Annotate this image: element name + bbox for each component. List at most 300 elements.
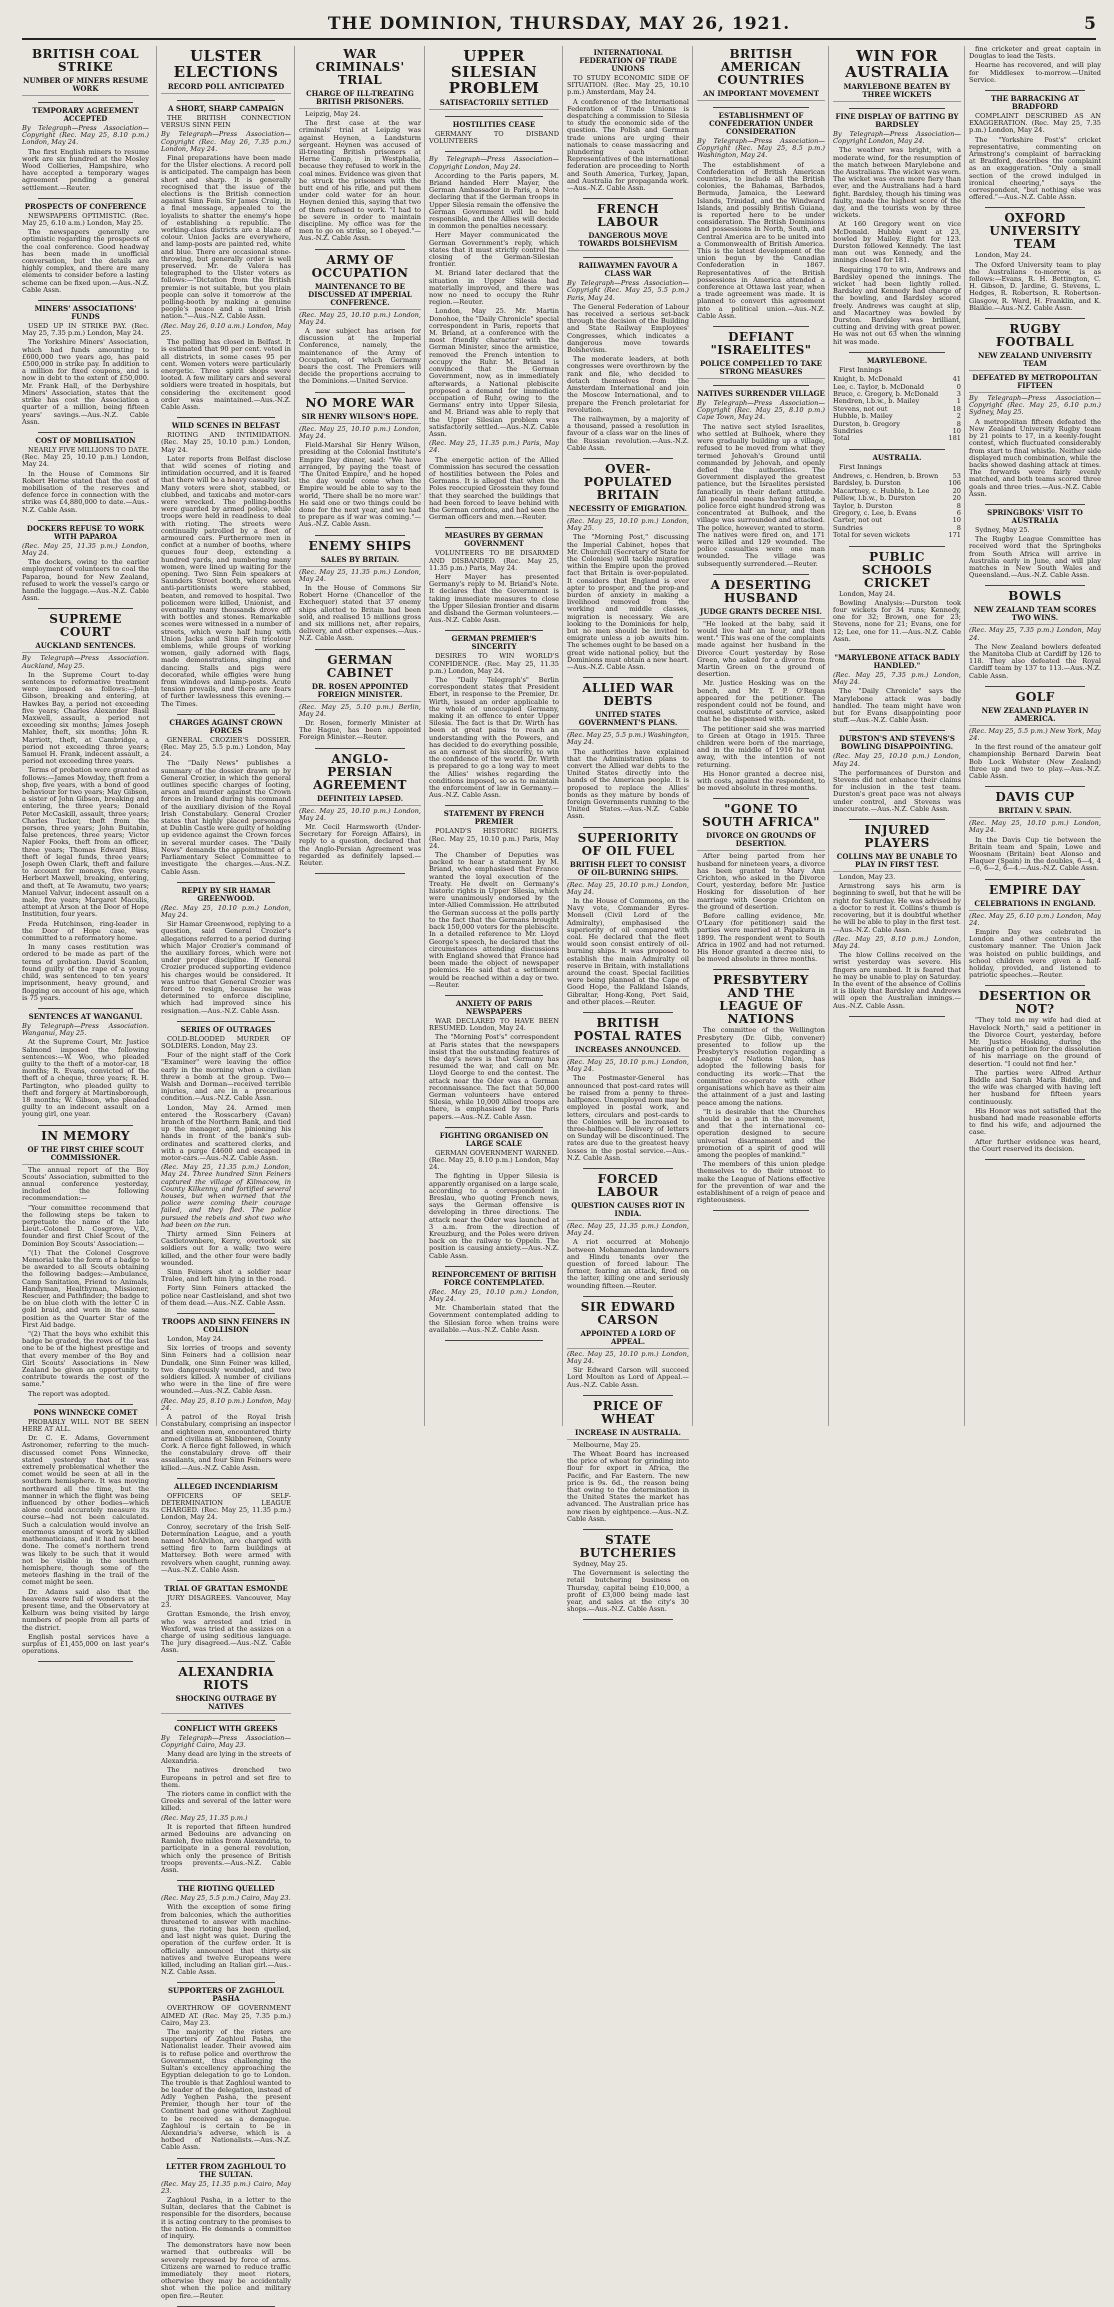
deck: UNITED STATES GOVERNMENT'S PLANS. — [567, 710, 689, 730]
headline: ALLIED WAR DEBTS — [582, 681, 674, 709]
scorecard-runs: 0 — [956, 382, 961, 391]
column-rule — [583, 1619, 673, 1620]
article-paragraph: The rioters came in conflict with the Greeks and several of the latter were killed. — [161, 1790, 291, 1813]
article-paragraph: Armstrong says his arm is beginning to swell, but that he will be right for Saturday. He was advised by a doctor to rest it. Collins's thumb is recovering, but it is doubtful whether he will be able to play in the first test.—Aus.-N.Z. Cable Assn. — [833, 882, 961, 934]
deck: JUDGE GRANTS DECREE NISI. — [697, 607, 825, 619]
article-paragraph: Leipzig, May 24. — [305, 110, 361, 118]
headline: GERMAN CABINET — [326, 652, 394, 680]
scorecard-batsman: Carter, not out — [833, 516, 883, 525]
article-paragraph: The annual report of the Boy Scouts' Association, submitted to the annual conference yesterday, included the following recommendation:— — [22, 1165, 149, 1203]
article-paragraph: Mr. Cecil Harmsworth (Under-Secretary for Foreign Affairs), in reply to a question, declared that the Anglo-Persian Agreement was regarded as definitely lapsed.—Reuter. — [299, 822, 421, 867]
column-6 — [692, 46, 829, 1426]
headline: DEFIANT "ISRAELITES" — [710, 330, 812, 358]
article — [567, 463, 689, 671]
article-paragraph: His Honor was not satisfied that the husband had made reasonable efforts to find his wife, and adjourned the case. — [969, 1106, 1101, 1137]
article-paragraph: (Rec. May 25, 11.35 p.m.) Paris, May 24. — [429, 439, 559, 455]
article-paragraph: The "Morning Post's" correspondent at Paris states that the newspapers insist that the outstanding features of the day's news is that Germany has resumed the war, and call on Mr. Lloyd George to end the contest. The attack near the Oder was a German reconnaissance. The fact that 50,000 German volunteers have entered Silesia, while 10,000 Allied troops are there, is emphasised by the Paris papers.—Aus.-N.Z. Cable Assn. — [429, 1033, 559, 1121]
article-paragraph: "(1) That the Colonel Cosgrove Memorial take the form of a badge to be awarded to all Scouts obtaining the following badges:—Ambulance, Camp Sanitation, Friend to Animals, Handyman, Healthyman, Missioner, Rescuer, and Pathfinder; the badge to be on blue cloth with the letter C in gold braid, and worn in the same position as the Quarter Star of the First Aid badge. — [22, 1248, 149, 1329]
headline: SUPREME COURT — [49, 612, 122, 640]
deck: QUESTION CAUSES RIOT IN INDIA. — [567, 1201, 689, 1221]
column-rule — [583, 677, 673, 678]
article-paragraph: Dr. C. E. Adams, Government Astronomer, referring to the much-discussed comet Pons Winnecke, stated yesterday that it was extremely problematical whether the comet would be seen at all in the southern hemisphere. It was moving northward all the time, but the manner in which the flight was being influenced by other bodies—which alone could accurately measure its course—had not been calculated. Such a calculation would involve an enormous amount of work by skilled mathematicians, and it had not been done. The comet's northern trend was likely to be such that it would not be visible in the southern hemisphere, though some of the meteors flashing in the trail of the comet might be seen. — [22, 1434, 149, 1587]
column-rule — [177, 1021, 275, 1022]
article — [22, 1130, 149, 1398]
article-paragraph: "(2) That the boys who exhibit this badge be graded, the rows of the last one to be of the highest prestige and that every member of the Boy and Girl Scouts' Associations in New Zealand be given an opportunity to contribute towards the cost of the same." — [22, 1330, 149, 1389]
article-paragraph: The majority of the rioters are supporters of Zaghloul Pasha, the Nationalist leader. Their avowed aim is to refuse police and overthrow the Government, thus challenging the Sultan's excellency approaching the Egyptian delegation to go to London. The trouble is that Zaghloul wanted to be leader of the delegation, instead of Adly Yeghen Pasha, the present Premier, though her tour of the Continent had gone without Zaghloul to be received as a demagogue. Zaghloul is certain to be in Alexandria's adverse, which is a hotbed of Nationalists.—Aus.-N.Z. Cable Assn. — [161, 2028, 291, 2152]
column-rule — [713, 1210, 809, 1211]
article-paragraph: By Telegraph—Press Association. Auckland, May 25. — [22, 654, 149, 670]
article-paragraph: VOLUNTEERS TO BE DISARMED AND DISBANDED. (Rec. May 25, 11.35 p.m.) Paris, May 24. — [429, 549, 559, 572]
scorecard-batsman: Taylor, b. Durston — [833, 501, 893, 510]
headline: UPPER SILESIAN PROBLEM — [448, 47, 540, 97]
article — [697, 579, 825, 793]
column-rule — [985, 786, 1085, 787]
article — [299, 254, 421, 386]
article-paragraph: The weather was bright, with a moderate wind, for the resumption of the match between Marylebone and the Australians. The wicket was worn. The wicket was even more fiery than ever, and the Australians had a hard fight. Bardsley, though his timing was faulty, made the highest score of the day, and the tourists won by three wickets. — [833, 146, 961, 220]
column-rule — [38, 198, 133, 199]
deck: CELEBRATIONS IN ENGLAND. — [969, 899, 1101, 911]
article-paragraph: The railwaymen, by a majority of a thousand, passed a resolution in favour of a class war on the lines of the Russian revolution.—Aus.-N.Z. Cable Assn. — [567, 414, 689, 452]
article-paragraph: The General Federation of Labour has received a serious set-back through the decision of the Building and State Railway Employees' Congresses, which indicates a dangerous move towards Bolshevism. — [567, 302, 689, 355]
subhead: PROSPECTS OF CONFERENCE — [24, 201, 147, 211]
article-paragraph: NEWSPAPERS OPTIMISTIC. (Rec. May 25, 6.10 a.m.) London, May 25. — [22, 211, 149, 228]
headline: STATE BUTCHERIES — [579, 1533, 677, 1560]
article-paragraph: By Telegraph—Press Association—Copyright (Rec. May 25, 8.5 p.m.) Washington, May 24. — [697, 137, 825, 160]
headline: BRITISH POSTAL RATES — [573, 1016, 683, 1044]
article-paragraph: Six lorries of troops and seventy Sinn Feiners had a collision near Dundalk, one Sinn Feiner was killed, two dangerously wounded, and two soldiers killed. A number of civilians who were in the line of fire were wounded.—Aus.-N.Z. Cable Assn. — [161, 1344, 291, 1396]
article-paragraph: Dr. Rosen, formerly Minister at The Hague, has been appointed Foreign Minister.—Reuter. — [299, 718, 421, 742]
headline: EMPIRE DAY — [988, 882, 1082, 897]
scorecard-runs: 41 — [952, 375, 961, 384]
article — [22, 613, 149, 1002]
column-rule — [177, 882, 275, 883]
article-paragraph: The first case at the war criminals' trial at Leipzig was against Heynen, a Landsturm sergeant. Heynen was accused of ill-treating British prisoners at Herne Camp, in Westphalia, because they refused to work in the coal mines. Evidence was given that he struck the prisoners with the butt end of his rifle, and put them under cold water for an hour. Heynen denied this, saying that two of them refused to work. "I had to be severe in order to maintain discipline. My office was for the men to go on strike, so I obeyed."—Aus.-N.Z. Cable Assn. — [299, 119, 421, 243]
headline: GOLF — [1015, 689, 1055, 704]
column-rule — [445, 151, 543, 152]
masthead-title: THE DOMINION, THURSDAY, MAY 26, 1921. — [327, 14, 791, 34]
column-rule — [177, 100, 275, 101]
subhead: LETTER FROM ZAGHLOUL TO THE SULTAN. — [165, 2161, 286, 2179]
article — [22, 1409, 149, 1656]
article — [429, 156, 559, 521]
article-paragraph: Conroy, secretary of the Irish Self-Determination League, and a youth named McAlvihon, are charged with setting fire to farm buildings at Mattersey. Both were armed with revolvers when caught, running away.—Aus.-N.Z. Cable Assn. — [161, 1522, 291, 1574]
article-paragraph: London, May 25. Mr. Martin Donohoe, the "Daily Chronicle" special correspondent in Paris, reports that M. Briand, at a conference with the most friendly character with the German Minister, since the armistice, removed the French intention to occupy the Ruhr. M. Briand is convinced that the German Government, now, as in immediately afterwards, a National plebiscite proposed a demand for immediate occupation of Ruhr, owing to the Germans' entry into Upper Silesia, and M. Briand was able to reply that the Upper Silesian problem was satisfactorily settled.—Aus.-N.Z. Cable Assn. — [429, 307, 559, 438]
article-paragraph: (Rec. May 25, 10.10 p.m.) London, May 24. — [969, 819, 1101, 835]
article-paragraph: By Telegraph—Press Association—Copyright (Rec. May 25, 6.10 p.m.) Sydney, May 25. — [969, 394, 1101, 417]
article — [567, 1017, 689, 1162]
article-paragraph: The natives drenched two Europeans in petrol and set fire to them. — [161, 1766, 291, 1789]
article-paragraph: It is reported that fifteen hundred armed Bedouins are advancing on Ramleh, five miles from Alexandria, to participate in a general revolution, which only the presence of British troops prevents.—Aus.-N.Z. Cable Assn. — [161, 1822, 291, 1875]
headline: ALEXANDRIA RIOTS — [178, 1664, 274, 1692]
article-paragraph: Empire Day was celebrated in London and other centres in the customary manner. The Union Jack was hoisted on public buildings, and school children were given a half-holiday, provided, and listened to patriotic speeches.—Reuter. — [969, 928, 1101, 980]
article-paragraph: GERMAN GOVERNMENT WARNED. (Rec. May 25, 8.10 p.m.) London, May 24. — [429, 1148, 559, 1172]
article-paragraph: USED UP IN STRIKE PAY. (Rec. May 25, 7.35 p.m.) London, May 24. — [22, 322, 149, 338]
article-paragraph: The demonstrators have now been warned that outbreaks will be severely repressed by force of arms. Citizens are warned to reduce traffic immediately they meet rioters, otherwise they may be accidentally shot when the police and military open fire.—Reuter. — [161, 2241, 291, 2300]
article-paragraph: (Rec. May 25, 10.10 p.m.) London, May 24. — [567, 1349, 689, 1365]
article-paragraph: His Honor granted a decree nisi, with costs, against the respondent, to be moved absolute in three months. — [697, 769, 825, 793]
article — [969, 791, 1101, 872]
article-paragraph: Grattan Esmonde, the Irish envoy, who was arrested and tried in Wexford, was tried at the assizes on a charge of using seditious language. The jury disagreed.—Aus.-N.Z. Cable Assn. — [161, 1610, 291, 1655]
column-3 — [294, 46, 425, 1426]
column-rule — [583, 1296, 673, 1297]
subhead: INTERNATIONAL FEDERATION OF TRADE UNIONS — [579, 48, 677, 73]
article — [697, 48, 825, 101]
subhead: RAILWAYMEN FAVOUR A CLASS WAR — [578, 261, 678, 279]
scorecard-batsman: Macartney, c. Hubble, b. Lee — [833, 486, 930, 495]
article-paragraph: Before calling evidence, Mr. O'Leary (for petitioner) said the parties were married at Papakura in 1899. The respondent went to South Africa in 1902 and had not returned. His Honor granted a decree nisi, to be moved absolute in three months. — [697, 912, 825, 964]
article-paragraph: The "Yorkshire Post's" cricket representative, commenting on Armstrong's complaint of barracking at Bradford, describes the complaint as an exaggeration. "Only a small section of the crowd indulged in ironical cheering," says the correspondent, "but nothing else was offered."—Aus.-N.Z. Cable Assn. — [969, 135, 1101, 202]
deck: MARYLEBONE BEATEN BY THREE WICKETS — [833, 82, 961, 102]
column-rule — [315, 535, 405, 536]
article-paragraph: Melbourne, May 25. — [573, 1440, 641, 1449]
article-paragraph: A new subject has arisen for discussion at the Imperial Conference, namely, the maintenance of the Army of Occupation, of which Germany bears the cost. The Premiers will decide the proportions accruing to the Dominions.—United Service. — [299, 327, 421, 386]
scorecard-runs: 10 — [952, 426, 961, 435]
headline: ENEMY SHIPS — [308, 538, 412, 553]
article-paragraph: In the first round of the amateur golf championship Bernard Darwin beat Bob Lock Webster (New Zealand) three up and two to play.—Aus.-N.Z. Cable Assn. — [969, 743, 1101, 780]
article-paragraph: Sinn Feiners shot a soldier near Tralee, and left him lying in the road. — [161, 1268, 291, 1284]
article-paragraph: The members of this union pledge themselves to do their utmost to make the League of Nations effective for the prevention of war and the establishment of a reign of peace and righteousness. — [697, 1160, 825, 1205]
article — [161, 105, 291, 411]
article-paragraph: (Rec. May 25, 8.10 p.m.) London, May 24. — [833, 934, 961, 950]
article — [969, 323, 1101, 498]
scorecard-runs: 10 — [952, 516, 961, 525]
subhead: STATEMENT BY FRENCH PREMIER — [443, 809, 545, 827]
article-paragraph: Final preparations have been made for the Ulster elections. A record poll is anticipated. The campaign has been short and sharp. It is generally recognised that the issue of the elections is the British connection against Sinn Fein. Sir James Craig, in a final message, appealed to the loyalists to shatter the enemy's hope of establishing a republic. The working-class districts are a blaze of colour. Union Jacks are everywhere, and lamp-posts are painted red, white and blue. There are occasional stone-throwing, but generally order is well preserved. Mr. de Valera has telegraphed to the Ulster voters as follows:—"Dictation from the British premier is not suitable, but you plain people can solve it tomorrow at the polling-booth by making a genuine people's peace and a united Irish nation."—Aus.-N.Z. Cable Assn. — [161, 154, 291, 321]
article-paragraph: Forty Sinn Feiners attacked the police near Castleisland, and shot two of them dead.—Aus.-N.Z. Cable Assn. — [161, 1284, 291, 1307]
article-paragraph: Dr. Adams said also that the heavens were full of wonders at the present time, and the Observatory at Kelburn was being visited by large numbers of people from all parts of the district. — [22, 1587, 149, 1632]
deck: AN IMPORTANT MOVEMENT — [697, 89, 825, 101]
article-paragraph: In the House of Commons, on the Navy vote, Commander Eyres-Monsell (Civil Lord of the Admiralty), emphasised the superiority of oil compared with coal. He declared that the fleet would soon consist entirely of oil-burning ships. It was proposed to establish the main Admiralty oil reserve in Britain, with installations around the coast. Special facilities were being planned at the Cape of Good Hope, the Falkland Islands, Gibraltar, Hong-Kong, Port Said, and other places.—Reuter. — [567, 897, 689, 1006]
column-rule — [985, 318, 1085, 319]
article — [567, 1301, 689, 1389]
subhead: TRIAL OF GRATTAN ESMONDE — [164, 1583, 288, 1593]
article — [567, 203, 689, 251]
subhead: ALLEGED INCENDIARISM — [173, 1481, 279, 1491]
article-paragraph: By Telegraph—Press Association—Copyright (Rec. May 25, 8.10 p.m.) Cape Town, May 24. — [697, 399, 825, 422]
column-rule — [985, 879, 1085, 880]
deck: NECESSITY OF EMIGRATION. — [567, 504, 689, 516]
article-paragraph: (Rec. May 25, 5.5 p.m.) Cairo, May 23. — [161, 1894, 291, 1903]
subhead: GERMAN PREMIER'S SINCERITY — [451, 634, 537, 652]
column-rule — [445, 1266, 543, 1267]
article-paragraph: OFFICERS OF SELF-DETERMINATION LEAGUE CHARGED. (Rec. May 25, 11.35 p.m.) London, May 24. — [161, 1491, 291, 1522]
subhead: FIGHTING ORGANISED ON LARGE SCALE — [439, 1130, 549, 1148]
subhead: REINFORCEMENT OF BRITISH FORCE CONTEMPLATED. — [431, 1269, 557, 1287]
article-paragraph: (Rec. May 25, 11.35 p.m.) Cairo, May 23. — [161, 2179, 291, 2195]
deck: NUMBER OF MINERS RESUME WORK — [22, 76, 149, 96]
article — [697, 803, 825, 963]
headline: SIR EDWARD CARSON — [580, 1299, 676, 1327]
article — [567, 49, 689, 192]
column-rule — [38, 102, 133, 103]
deck: MAINTENANCE TO BE DISCUSSED AT IMPERIAL CONFERENCE. — [299, 282, 421, 310]
article-paragraph: OVERTHROW OF GOVERNMENT AIMED AT. (Rec. May 25, 7.35 p.m.) Cairo, May 23. — [161, 2004, 291, 2027]
article-paragraph: After being parted from her husband for nineteen years, a divorce has been granted to Mary Ann Crichton, who asked in the Divorce Court, yesterday, before Mr. Justice Hosking for dissolution of her marriage with George Crichton on the ground of desertion. — [697, 852, 825, 911]
article-paragraph: Herr Mayer has presented Germany's reply to M. Briand's Note. It declares that the Government is taking immediate measures to close the Upper Silesian frontier and disarm and disband the German volunteers.—Aus.-N.Z. Cable Assn. — [429, 572, 559, 625]
article-paragraph: Many dead are lying in the streets of Alexandria. — [161, 1749, 291, 1766]
column-rule — [38, 432, 133, 433]
column-8 — [964, 46, 1101, 1426]
article — [22, 525, 149, 603]
article-paragraph: London, May 24. — [839, 589, 896, 598]
column-rule — [849, 546, 945, 547]
headline: PUBLIC SCHOOLS CRICKET — [861, 549, 933, 590]
subhead: THE BARRACKING AT BRADFORD — [990, 94, 1079, 112]
subhead: MARYLEBONE. — [866, 355, 928, 365]
subhead: HOSTILITIES CEASE — [452, 120, 536, 129]
article-paragraph: The Wheat Board has increased the price of wheat for grinding into flour for export in Africa, the Pacific, and Far Eastern. The new price is 9s. 6d., the reason being that owing to the determination in the United States the market has advanced. The Australian price has now risen by eightpence.—Aus.-N.Z. Cable Assn. — [567, 1449, 689, 1523]
subhead: FINE DISPLAY OF BATTING BY BARDSLEY — [835, 112, 959, 129]
article — [969, 46, 1101, 84]
article-paragraph: English postal services have a surplus of £1,455,000 on last year's operations. — [22, 1632, 149, 1656]
article-paragraph: (Rec. May 25, 5.5 p.m.) Washington, May 24. — [567, 731, 689, 747]
article-paragraph: Later reports from Belfast disclose that wild scenes of rioting and intimidation occurred, and it is feared that there will be a heavy casualty list. Many voters were shot, stabbed, or clubbed, and taxicabs and motor-cars were wrecked. The polling-booths were guarded by armed police, while troops were held in readiness to deal with rioting. The streets were continually patrolled by a fleet of armoured cars. Furthermore men in confict at a number of booths, where queues four deep, extending a hundred yards, and numbering many women, were lined up waiting for the opening. Two Sinn Fein speakers at Saunders Street booth, where seven anti-partitionists were stabbed, beaten, and removed to hospital. Two policemen were killed, Unionist, and eventually many thousands drove off with bottles and stones. Remarkable scenes were witnessed in a number of streets, which were half hung with Union Jacks and Sinn Fein tricolour emblems, while groups of working women, gaily adorned with flags, made demonstrations, singing and dancing. Stalls and pigs were decorated, while effigies were hung from windows and lamp-posts. Acute tension prevails, and there are fears of further lawlessness this evening.—The Times. — [161, 454, 291, 708]
scorecard-batsman: Stevens, not out — [833, 404, 888, 413]
headline: FRENCH LABOUR — [597, 202, 659, 230]
column-rule — [445, 116, 543, 117]
article — [429, 1271, 559, 1334]
article — [22, 48, 149, 96]
article-paragraph: COMPLAINT DESCRIBED AS AN EXAGGERATION. (Rec. May 25, 7.35 p.m.) London, May 24. — [969, 112, 1101, 135]
article — [697, 974, 825, 1204]
article-paragraph: (Rec. May 25, 7.35 p.m.) London, May 24. — [833, 671, 961, 687]
column-rule — [315, 748, 405, 749]
article-paragraph: (Rec. May 25, 10.10 p.m.) London, May 25. — [567, 516, 689, 533]
deck: DR. ROSEN APPOINTED FOREIGN MINISTER. — [299, 682, 421, 702]
column-rule — [315, 873, 405, 874]
headline: DESERTION OR NOT? — [978, 989, 1092, 1017]
article — [22, 305, 149, 426]
article — [161, 48, 291, 94]
article-paragraph: fine cricketer and great captain in Douglas to lead the Tests. — [969, 45, 1101, 61]
subhead: A SHORT, SHARP CAMPAIGN — [168, 104, 284, 113]
article — [22, 437, 149, 514]
article — [429, 121, 559, 145]
deck: CHARGE OF ILL-TREATING BRITISH PRISONERS. — [299, 89, 421, 109]
deck: DIVORCE ON GROUNDS OF DESERTION. — [697, 831, 825, 851]
column-rule — [849, 352, 945, 353]
article — [833, 735, 961, 813]
article-paragraph: Sir Hamar Greenwood, replying to a question, said General Crozier's allegations referred to a period during which Major Crozier's command of the auxiliary forces, which were not under proper discipline. If General Crozier produced supporting evidence his charges would be considered. It was untrue that General Crozier was forced to resign, because he was determined to enforce discipline, which had improved since his resignation.—Aus.-N.Z. Cable Assn. — [161, 920, 291, 1015]
subhead: ANXIETY OF PARIS NEWSPAPERS — [455, 998, 533, 1016]
column-rule — [713, 798, 809, 799]
subhead: THE RIOTING QUELLED — [177, 1884, 275, 1894]
column-rule — [177, 1478, 275, 1479]
article — [833, 824, 961, 1010]
article-paragraph: A riot occurred at Mohenjo between Mohammedan landowners and Hindu tenants over the question of forced labour. The former, fearing an attack, fired on the latter, killing one and seriously wounding fifteen.—Reuter. — [567, 1238, 689, 1290]
column-rule — [713, 969, 809, 970]
article-paragraph: The report was adopted. — [28, 1389, 111, 1398]
article-paragraph: WAR DECLARED TO HAVE BEEN RESUMED. London, May 24. — [429, 1016, 559, 1033]
article — [161, 1885, 291, 1976]
deck: BRITAIN V. SPAIN. — [969, 806, 1101, 818]
scorecard-batsman: Total for seven wickets — [833, 531, 910, 540]
column-rule — [583, 1395, 673, 1396]
scorecard-runs: 1 — [956, 397, 961, 406]
deck: SHOCKING OUTRAGE BY NATIVES — [161, 1694, 291, 1714]
column-rule — [985, 985, 1085, 986]
article-paragraph: The "Daily Chronicle" says the Marylebone attack was badly handled. The team might have won but for Evans disappointing poor stuff.—Aus.-N.Z. Cable Assn. — [833, 687, 961, 725]
article-paragraph: By Telegraph—Press Association. Wanganui, May 25. — [22, 1021, 149, 1038]
deck: POLICE COMPELLED TO TAKE STRONG MEASURES — [697, 359, 825, 379]
column-rule — [985, 504, 1085, 505]
column-rule — [445, 630, 543, 631]
deck: NEW ZEALAND UNIVERSITY TEAM — [969, 351, 1101, 371]
scorecard-batsman: Lee, c. Taylor, b. McDonald — [833, 382, 925, 391]
column-rule — [38, 300, 133, 301]
column-rule — [177, 1880, 275, 1881]
deck: SALES BY BRITAIN. — [299, 555, 421, 567]
article-paragraph: In the House of Commons Sir Robert Horne stated that the cost of mobilisation of the reserves and defence force in connection with the strike was £4,880,000 to date.—Aus.-N.Z. Cable Assn. — [22, 469, 149, 514]
scorecard-runs: 181 — [948, 434, 961, 443]
article — [161, 1483, 291, 1574]
column-rule — [985, 585, 1085, 586]
column-rule — [315, 649, 405, 650]
subhead: SERIES OF OUTRAGES — [180, 1024, 272, 1034]
article-paragraph: A patrol of the Royal Irish Constabulary, comprising an inspector and eighteen men, encountered thirty armed civilians at Skibbereen, County Cork. A fierce fight followed, in which the constabulary drove off their assailants, and four Sinn Feiners were killed.—Aus.-N.Z. Cable Assn. — [161, 1413, 291, 1472]
article-paragraph: According to the Paris papers, M. Briand handed Herr Mayer, the German Ambassador in Paris, a Note declaring that if the German troops in Upper Silesia remain the offensive the German Government will be held responsible, and the Allies will decide in common the penalties necessary. — [429, 171, 559, 231]
article-paragraph: The Government is selecting the retail butchering business on Thursday, capital being £10,000, a profit of £3,000 being made last year, and sales at the city's 30 shops.—Aus.-N.Z. Cable Assn. — [567, 1569, 689, 1614]
article-paragraph: (Rec. May 25, 10.10 p.m.) London, May 24. — [567, 1058, 689, 1074]
headline: A DESERTING HUSBAND — [710, 577, 812, 605]
article — [969, 95, 1101, 201]
article-paragraph: London, May 24. Armed men entered the Rosscarbery (Cavan) branch of the Northern Bank, and tied up the manager, and, pinioning his hands in front of the bank's sub-ordinates and scattered clerks, and with a purge £4600 and escaped in motor-cars.—Aus.-N.Z. Cable Assn. — [161, 1103, 291, 1162]
article-paragraph: Sydney, May 25. — [573, 1560, 628, 1568]
article — [161, 1318, 291, 1472]
scorecard-table — [833, 376, 961, 443]
column-rule — [445, 1127, 543, 1128]
headline: BRITISH AMERICAN COUNTRIES — [717, 47, 805, 87]
article-paragraph: "He looked at the baby, said it would live half an hour, and then went." This was one of the complaints made against her husband in the Divorce Court yesterday by Rose Green, who asked for a divorce from Martin Green on the ground of desertion. — [697, 619, 825, 679]
subhead: TROOPS AND SINN FEINERS IN COLLISION — [161, 1317, 291, 1335]
article-paragraph: Bowling Analysis:—Durston took four wickets for 34 runs; Kennedy, one for 32; Brown, one for 23; Stevens, none for 21; Evans, one for 12; Lee, one for 11.—Aus.-N.Z. Cable Assn. — [833, 598, 961, 643]
page-number: 5 — [1084, 14, 1096, 34]
deck: SIR HENRY WILSON'S HOPE. — [299, 412, 421, 424]
column-rule — [985, 1159, 1085, 1160]
subhead: SUPPORTERS OF ZAGHLOUL PASHA — [167, 1986, 285, 2004]
article-paragraph: "It is desirable that the Churches should be a part in the movement, and that the international co-operation designed to secure universal disarmament and the promotion of a spirit of good will among the peoples of mankind." — [697, 1107, 825, 1159]
scorecard-runs: 171 — [948, 531, 961, 540]
scorecard-runs: 20 — [952, 494, 961, 503]
column-rule — [985, 90, 1085, 91]
column-rule — [38, 608, 133, 609]
headline: INJURED PLAYERS — [864, 823, 930, 851]
headline: IN MEMORY — [41, 1128, 130, 1143]
article-paragraph: (Rec. May 25, 11.35 p.m.) London, May 24. — [567, 1221, 689, 1238]
subhead: DOCKERS REFUSE TO WORK WITH PAPAROA — [26, 523, 145, 541]
article-paragraph: First Innings — [839, 462, 883, 471]
article-paragraph: With the exception of some firing from balconies, which the authorities threatened to answer with machine-guns, the rioting has been quelled, and last night was quiet. During the operation of the curfew order. It is officially announced that thirty-six natives and twelve Europeans were killed, including an Italian girl.—Aus.-N.Z. Cable Assn. — [161, 1903, 291, 1977]
article-paragraph: (Rec. May 25, 8.10 p.m.) London, May 24. — [161, 1396, 291, 1412]
article — [299, 397, 421, 529]
scorecard-batsman: Hendren, l.b.w., b. Mailey — [833, 397, 920, 406]
article-paragraph: Sydney, May 25. — [975, 525, 1030, 534]
article-paragraph: London, May 24. — [167, 1335, 224, 1344]
article — [299, 753, 421, 868]
article-paragraph: (Rec. May 25, 10.10 p.m.) London, May 24. — [299, 806, 421, 822]
article-paragraph: The petitioner said she was married to Green at Otago in 1915. Three children were born of the marriage, and in the middle of 1916 he went away, with the intention of not returning. — [697, 724, 825, 769]
column-rule — [177, 1313, 275, 1314]
subhead: TEMPORARY AGREEMENT ACCEPTED — [32, 106, 139, 123]
article-paragraph: London, May 23. — [839, 873, 896, 882]
article-paragraph: THE BRITISH CONNECTION VERSUS SINN FEIN — [161, 114, 291, 130]
article-paragraph: (Rec. May 25, 11.35 p.m.) London, May 24. — [22, 541, 149, 557]
deck: BRITISH FLEET TO CONSIST OF OIL-BURNING SHIPS. — [567, 860, 689, 880]
article-paragraph: COLD-BLOODED MURDER OF SOLDIERS. London, May 23. — [161, 1034, 291, 1050]
article-paragraph: The Rugby League Committee has received word that the Springboks from South Africa will arrive in Australia early in June, and will play matches in New South Wales and Queensland.—Aus.-N.Z. Cable Assn. — [969, 535, 1101, 580]
article-paragraph: (Rec. May 25, 10.10 p.m.) London, May 24. — [833, 752, 961, 768]
column-rule — [177, 714, 275, 715]
article — [161, 1585, 291, 1655]
article-paragraph: Requiring 170 to win, Andrews and Bardsley opened the innings. The wicket had been lightly rolled. Bardsley and Kennedy had charge of the bowling, and Bardsley scored freely. Andrews was caught at slip, and Macartney was bowled by Durston. Bardsley was brilliant, cutting and driving with great power. He was not out 63 when the winning hit was made. — [833, 265, 961, 346]
article-paragraph: Mr. Justice Hosking was on the bench, and Mr. T. P. O'Regan appeared for the petitioner. The respondent could not be found, and counsel, substitute of service, asked that he be dispensed with. — [697, 679, 825, 724]
article-paragraph: The parties were Alfred Arthur Biddle and Sarah Maria Biddle, and the wife was charged with having left her husband for fifteen years continuously. — [969, 1068, 1101, 1106]
article-paragraph: The Postmaster-General has announced that post-card rates will be raised from a penny to three-halfpence. Unemployed men may be employed in postal work, and letters, circulars and post-cards to the Colonies will be increased to three-halfpence. Delivery of letters on Sunday will be discontinued. The rates are due to the greatest heavy losses in the postal service.—Aus.-N.Z. Cable Assn. — [567, 1074, 689, 1162]
article-paragraph: In the Supreme Court to-day sentences to reformative treatment were imposed as follows:—John Gibson, breaking and entering, at Hawkes Bay, a period not exceeding five years; Charles Alexander Basil Maxwell, assault, a period not exceeding six months; James Joseph Mahler, theft, six months; John R. Marriott, theft, at Cambridge, a period not exceeding three years; Samuel H. Frank, indecent assault, a period not exceeding three years. — [22, 670, 149, 766]
column-rule — [583, 198, 673, 199]
article-paragraph: (Rec. May 25, 10.10 p.m.) London, May 24. — [567, 880, 689, 896]
article-paragraph: (Rec. May 25, 5.10 p.m.) Berlin, May 24. — [299, 702, 421, 718]
column-rule — [849, 449, 945, 450]
article-paragraph: JURY DISAGREES. Vancouver, May 23. — [161, 1593, 291, 1610]
column-rule — [445, 995, 543, 996]
scorecard-runs: 2 — [956, 412, 961, 421]
headline: ULSTER ELECTIONS — [173, 47, 279, 81]
column-7 — [828, 46, 965, 1426]
headline: BRITISH COAL STRIKE — [31, 47, 139, 74]
column-rule — [583, 458, 673, 459]
scorecard-runs: 106 — [948, 479, 961, 488]
article-paragraph: POLAND'S HISTORIC RIGHTS. (Rec. May 25, 10.10 p.m.) Paris, May 24. — [429, 827, 559, 850]
column-rule — [849, 819, 945, 820]
column-rule — [849, 649, 945, 650]
article — [22, 107, 149, 192]
deck: DANGEROUS MOVE TOWARDS BOLSHEVISM — [567, 231, 689, 251]
article-paragraph: (Rec. May 25, 10.10 p.m.) London, May 24. — [299, 424, 421, 440]
article-paragraph: The Oxford University team to play the Australians to-morrow, is as follows:—Evans, R. H. Bettington, C. H. Gibson, D. Jardine, G. Stevens, L. Hedges, R. Robertson, R. Robertson-Glasgow, R. Ward, H. Franklin, and K. Blaikie.—Aus.-N.Z. Cable Assn. — [969, 260, 1101, 312]
article-paragraph: By Telegraph—Press Association—Copyright London, May 24. — [833, 130, 961, 146]
article-paragraph: NEARLY FIVE MILLIONS TO DATE. (Rec. May 25, 10.10 p.m.) London, May 24. — [22, 445, 149, 469]
article-paragraph: (Rec. May 25, 10.10 p.m.) London, May 24. — [429, 1287, 559, 1304]
deck: COLLINS MAY BE UNABLE TO PLAY IN FIRST TEST. — [833, 852, 961, 872]
article — [161, 1725, 291, 1875]
scorecard-batsman: Hubble, b. Mailey — [833, 412, 893, 421]
article — [429, 48, 559, 110]
headline: WAR CRIMINALS' TRIAL — [315, 47, 405, 87]
article — [429, 532, 559, 624]
column-rule — [177, 1720, 275, 1721]
deck: INCREASES ANNOUNCED. — [567, 1045, 689, 1057]
scorecard-batsman: Durston, b. Gregory — [833, 419, 900, 428]
article-paragraph: "Your committee recommend that the following steps be taken to perpetuate the name of the late Lieut.-Colonel D. Cosgrove, V.D., founder and first Chief Scout of the Dominion Boy Scouts' Association:— — [22, 1203, 149, 1248]
article-paragraph: Sir Edward Carson will succeed Lord Moulton as Lord of Appeal.—Aus.-N.Z. Cable Assn. — [567, 1366, 689, 1389]
article-paragraph: (Rec. May 25, 7.35 p.m.) London, May 24. — [969, 626, 1101, 642]
article — [969, 212, 1101, 312]
article — [697, 390, 825, 568]
article — [833, 113, 961, 346]
deck: AUCKLAND SENTENCES. — [22, 641, 149, 653]
article-paragraph: Terms of probation were granted as follows:—James Mowday, theft from a shop, five years, with a bond of good behaviour for two years; May Gibson, a sister of John Gibson, breaking and entering, the three years; Donald Peter McCaskill, assault, three years; Charles Tucker, theft from the person, three years; John Buitabin, false pretences, three years; Victor Napier Fooks, theft from an officer, three years; Thomas Edward Bliss, theft of legal funds, three years; Joseph Owen Clark, theft and failure to account for moneys, five years; Herbert Maxwell, breaking, entering, and theft, at Te Awamutu, two years; Manuel Valvur, indecent assault on a male, five years; Margaret Maculis, attempt at Arson at the Door of Hope Institution, four years. — [22, 766, 149, 919]
subhead: CONFLICT WITH GREEKS — [174, 1723, 278, 1733]
article-paragraph: By Telegraph—Press Association—Copyright Cairo, May 23. — [161, 1733, 291, 1749]
article — [299, 654, 421, 742]
column-rule — [177, 2158, 275, 2159]
article-paragraph: The polling has closed in Belfast. It is estimated that 90 per cent. voted in all districts, in some cases 95 per cent. Women voters were particularly energetic. Three spirit shops were looted. A few military cars and several soldiers were treated in hospitals, but considering the excitement good order was maintained.—Aus.-N.Z. Cable Assn. — [161, 338, 291, 411]
article-paragraph: (Rec. May 25, 11.35 p.m.) — [161, 1813, 248, 1822]
scorecard-row — [833, 428, 961, 435]
column-rule — [315, 249, 405, 250]
deck: OF THE FIRST CHIEF SCOUT COMMISSIONER. — [22, 1145, 149, 1165]
